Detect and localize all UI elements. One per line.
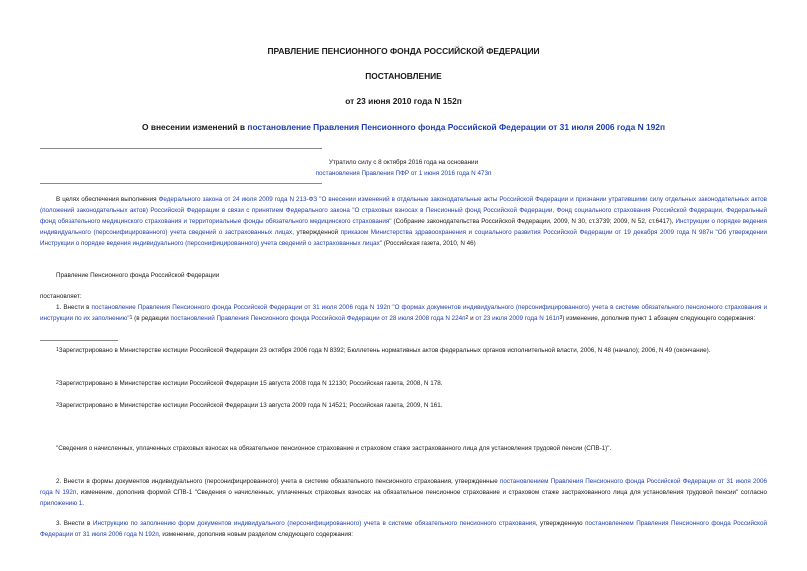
footnote-text-3: Зарегистрировано в Министерстве юстиции Российской Федерации 13 августа 2009 года N 14521; Российская газета, 2009, N 161. [58,402,443,409]
item-1-text-4: ) изменение, дополнив пункт 1 абзацем следующего содержания: [562,315,756,322]
footnote-2 [40,378,767,389]
footnote-text-2: Зарегистрировано в Министерстве юстиции Российской Федерации 15 августа 2008 года N 12130; Российская газета, 2008, N 178. [58,380,443,387]
item-2-paragraph [40,476,767,509]
title-link[interactable]: постановление Правления Пенсионного фонда Российской Федерации от 31 июля 2006 года N 192п [247,122,665,132]
doc-type-heading: ПОСТАНОВЛЕНИЕ [365,71,442,81]
item-3-text-1: 3. Внести в [56,520,93,527]
status-note [0,157,807,179]
item-3-text-3: , изменение, дополнив новым разделом следующего содержания: [158,531,354,538]
quoted-form-title: "Сведения о начисленных, уплаченных страховых взносах на обязательное пенсионное страхование и страховом стаже застрахованного лица для установления трудовой пенсии (СПВ-1)". [56,445,612,452]
item-1-text-2: (в редакции [132,315,171,322]
preamble-text-1: В целях обеспечения выполнения [56,196,159,203]
preamble-text-4: (Российская газета, 2010, N 46) [382,240,476,247]
item-2-resolution-link[interactable]: постановлением Правления Пенсионного фонда Российской Федерации от 31 июля 2006 года N 192п [40,478,767,496]
item-1-text-3: и [468,315,476,322]
footnote-ref-1: 1 [129,315,133,321]
preamble-paragraph [40,194,767,249]
status-rule-top [40,148,322,149]
appendix-1-link[interactable]: приложению 1 [40,500,83,507]
preamble-text-2: (Собрание законодательства Российской Федерации, 2009, N 30, ст.3739; 2009, N 52, ст.6417), [391,218,676,225]
doc-title [0,122,807,132]
resolution-224p-link[interactable]: постановлений Правления Пенсионного фонда Российской Федерации от 28 июля 2008 года N 224п [170,315,466,322]
footnote-mark-1: 1 [56,347,59,353]
item-1-paragraph [40,302,767,324]
footnote-ref-3: 3 [559,315,563,321]
item-1-text-1: 1. Внести в [56,304,92,311]
footnote-mark-3: 3 [56,402,59,408]
item-3-text-2: , утвержденную [535,520,586,527]
item-3-paragraph [40,518,767,540]
order-987n-link[interactable]: приказом Министерства здравоохранения и социального развития Российской Федерации от 19 декабря 2009 года N 987н "Об утверждении Инструкции о порядке ведения индивидуального (персонифицированного) учета сведений о застрахованных лицах" [40,229,768,247]
preamble-text-3: , утвержденной [292,229,341,236]
board-line: Правление Пенсионного фонда Российской Федерации [56,272,220,279]
footnote-ref-2: 2 [465,315,469,321]
doc-date-number: от 23 июня 2010 года N 152п [345,96,462,106]
item-2-text-1: 2. Внести в формы документов индивидуального (персонифицированного) учета в системе обязательного пенсионного страхования, утвержденные [56,478,500,485]
item-3-resolution-link[interactable]: постановлением Правления Пенсионного фонда Российской Федерации от 31 июля 2006 года N 192п [40,520,767,538]
item-2-text-2: , изменение, дополнив формой СПВ-1 "Сведения о начисленных, уплаченных страховых взносах на обязательное пенсионное страхование и страховом стаже застрахованного лица для установления трудовой пенсии" согласно [76,489,767,496]
item-2-text-3: . [82,500,85,507]
instruction-link[interactable]: Инструкции о порядке ведения индивидуального (персонифицированного) учета сведений о застрахованных лицах [40,218,767,236]
footnote-text-1: Зарегистрировано в Министерстве юстиции Российской Федерации 23 октября 2006 года N 8392; Бюллетень нормативных актов федеральных органов исполнительной власти, 2006, N 48 (начало); 2006, N 49 (окончание). [58,347,711,354]
title-prefix: О внесении изменений в [141,122,248,132]
status-link[interactable]: постановления Правления ПФР от 1 июня 2016 года N 473п [315,170,492,177]
status-rule-bottom [40,183,322,184]
resolution-192p-link[interactable]: постановление Правления Пенсионного фонда Российской Федерации от 31 июля 2006 года N 192п "О формах документов индивидуального (персонифицированного) учета в системе обязательного пенсионного страхования и инструкции по их заполнению" [40,304,768,322]
resolution-161p-link[interactable]: от 23 июля 2009 года N 161п [475,315,560,322]
footnote-1 [40,345,767,356]
footnote-rule [40,340,118,341]
law-213-fz-link[interactable]: Федерального закона от 24 июля 2009 года N 213-ФЗ "О внесении изменений в отдельные законодательные акты Российской Федерации и признании утратившими силу отдельных законодательных актов (положений законодательных актов) Российской Федерации в связи с принятием Федерального закона "О страховых взносах в Пенсионный фонд Российской Федерации, Фонд социального страхования Российской Федерации, Федеральный фонд обязательного медицинского страхования и территориальные фонды обязательного медицинского страхования" [40,196,768,225]
resolves-line: постановляет: [40,293,82,300]
filling-instruction-link[interactable]: Инструкцию по заполнению форм документов индивидуального (персонифицированного) учета в системе обязательного пенсионного страхования [92,520,536,527]
footnote-mark-2: 2 [56,380,59,386]
status-line-1: Утратило силу с 8 октября 2016 года на основании [328,159,479,166]
org-heading: ПРАВЛЕНИЕ ПЕНСИОННОГО ФОНДА РОССИЙСКОЙ ФЕДЕРАЦИИ [267,46,540,56]
footnote-3 [40,400,767,411]
